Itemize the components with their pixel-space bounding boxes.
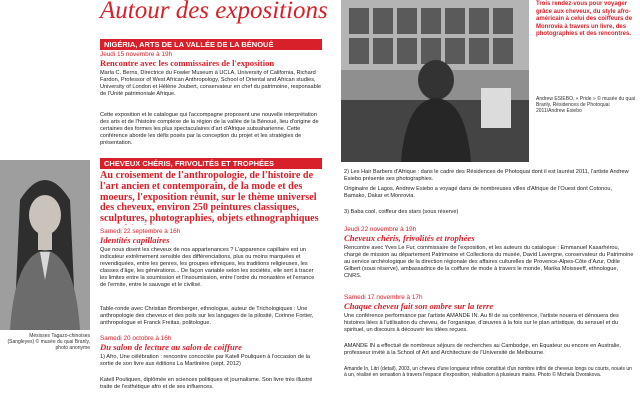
portrait-photo-illustration [0, 160, 90, 330]
event-body: Que nous disent les cheveux de nos appartenances ? L'apparence capillaire est un indicateur extrêmement sensible des différenciations, plus ou moins marquées et revendiquées, entre les genres, les groupes ethniques, les traditions religieuses, les classes d'âge, les générations... De façon variable selon les sociétés, elle sert à tracer les limites entre la soumission et l'insoumission, entre l'ordre du monastère et l'errance de l'ermite, entre le sauvage et le civilisé. [100, 247, 315, 288]
event-body: Une conférence performance par l'artiste AMANDE IN. Au fil de sa conférence, l'artiste nouera et dénouera des histoires liées à l'utilisation du cheveu, de l'organique, d'œuvres à la fois sur le plan artistique, du sensuel et du spirituel, un discours à découvrir les idées reçues. [344, 313, 619, 333]
photo-caption: Andrew ESIEBO, « Pride » © musée du quai Branly, Résidences de Photoquai 2011/Andrew Esiebo [536, 96, 636, 114]
section-bar-nigeria: NIGÉRIA, ARTS DE LA VALLÉE DE LA BÉNOUÉ [100, 39, 322, 50]
event-body: 1) Afro, Une célébration : rencontre concoctée par Katell Pouliquen à l'occasion de la sortie de son livre aux éditions La Martinière (sept. 2012) [100, 354, 311, 367]
exhibition-lead: Au croisement de l'anthropologie, de l'histoire de l'art ancien et contemporain, de la mode et des moeurs, l'exposition réunit, sur le thème universel des cheveux, environ 250 peintures classiques, sculptures, photographies, objets ethnographiques [100, 171, 319, 225]
event-date: Jeudi 22 novembre à 19h [344, 226, 417, 233]
artist-bio: Originaire de Lagos, Andrew Esiebo a voyagé dans de nombreuses villes d'Afrique de l'Ouest dont Cotonou, Bamako, Dakar et Monrovia. [344, 186, 613, 199]
photo-caption: Mésisses Tagazo-chinoises (Sangleyes) © musée du quai Branly, photo anonyme [7, 333, 90, 351]
event-heading: Rencontre avec les commissaires de l'exposition [100, 58, 275, 68]
event-title: Identités capillaires [100, 235, 170, 245]
event-body: Cette exposition et le catalogue qui l'accompagne proposent une nouvelle interprétation des arts et de l'histoire complexe de la région de la vallée de la Bénoué, lieu d'origine de certaines des formes les plus spectaculaires d'art d'Afrique subsaharienne. Cette conférence aborde les défis posés par la conception du projet et les stratégies de présentation. [100, 112, 319, 146]
portrait-photo [0, 160, 90, 330]
artist-bio: AMANDE IN a effectué de nombreux séjours de recherches au Cambodge, en Équateur ou encore en Australie, professeur invité à la School of Art and Architecture de l'Université de Melbourne. [344, 343, 621, 356]
round-table: Table-ronde avec Christian Bromberger, ethnologue, auteur de Trichologiques : Une anthropologie des cheveux et des poils sur les langages de la pilosité, Corinne Fortier, anthropologue et Franck Freitas, politologue. [100, 306, 314, 326]
photo-caption: Amande In, Litri (detail), 2003, un cheveu d'une longueur infinie constitué d'un nombre infini de cheveux longs ou courts, noués un à un, réalisé en sensation à travers l'espace d'exposition, réalisation à plusieurs mains. Photo © Michela Dvorakova. [344, 366, 632, 379]
barber-coda: 3) Baba cool, coiffeur des stars (sous réserve) [344, 209, 459, 215]
event-title: Du salon de lecture au salon de coiffure [100, 342, 242, 352]
page-title: Autour des expositions [100, 0, 328, 24]
barbers-photo [341, 0, 529, 162]
barbers-photo-illustration [341, 0, 529, 162]
section-bar-cheveux: CHEVEUX CHÉRIS, FRIVOLITÉS ET TROPHÉES [100, 158, 322, 169]
event-body: Katell Pouliquen, diplômée en sciences politiques et journalisme. Son livre très illustré traite de l'esthétique afro et de ses influences. [100, 377, 313, 390]
event-speakers: Marla C. Berns, Directrice du Fowler Museum à UCLA, University of California, Richard Fardon, Professor of West African Anthropology, School of Oriental and African studies, University of London et Hélène Joubert, conservateur en chef du patrimoine, responsable de l'Unité patrimoniale Afrique. [100, 70, 322, 97]
event-title: Cheveux chéris, frivolités et trophées [344, 233, 475, 243]
event-date: Samedi 20 octobre à 16h [100, 335, 172, 342]
event-body: Rencontre avec Yves Le Fur, commissaire de l'exposition, et les auteurs du catalogue : Emmanuel Kasarhérou, chargé de mission au département Patrimoine et Collections du musée, David Lavergne, conservateur du Patrimoine au service archéologique de la direction régionale des affaires culturelles de Provence-Alpes-Côte d'Azur, Odile Gilbert (sous réserve), ambassadrice de la coiffure de mode à travers le monde, Marika Moisseeff, ethnologue, CNRS. [344, 245, 634, 279]
barbers-intro: 2) Les Hair Barbers d'Afrique : dans le cadre des Résidences de Photoquai dont il est lauréat 2011, l'artiste Andrew Esiebo présente ses photographies. [344, 169, 629, 182]
event-date: Samedi 17 novembre à 17h [344, 294, 423, 301]
event-date: Jeudi 15 novembre à 19h [100, 51, 173, 58]
event-title: Chaque cheveu fait son ombre sur la terre [344, 301, 494, 311]
event-date: Samedi 22 septembre à 16h [100, 228, 181, 235]
sidebar-note: Trois rendez-vous pour voyager grâce aux cheveux, du style afro-américain à celui des coiffeurs de Monrovia à travers un livre, des photographies et des rencontres. [536, 1, 633, 38]
